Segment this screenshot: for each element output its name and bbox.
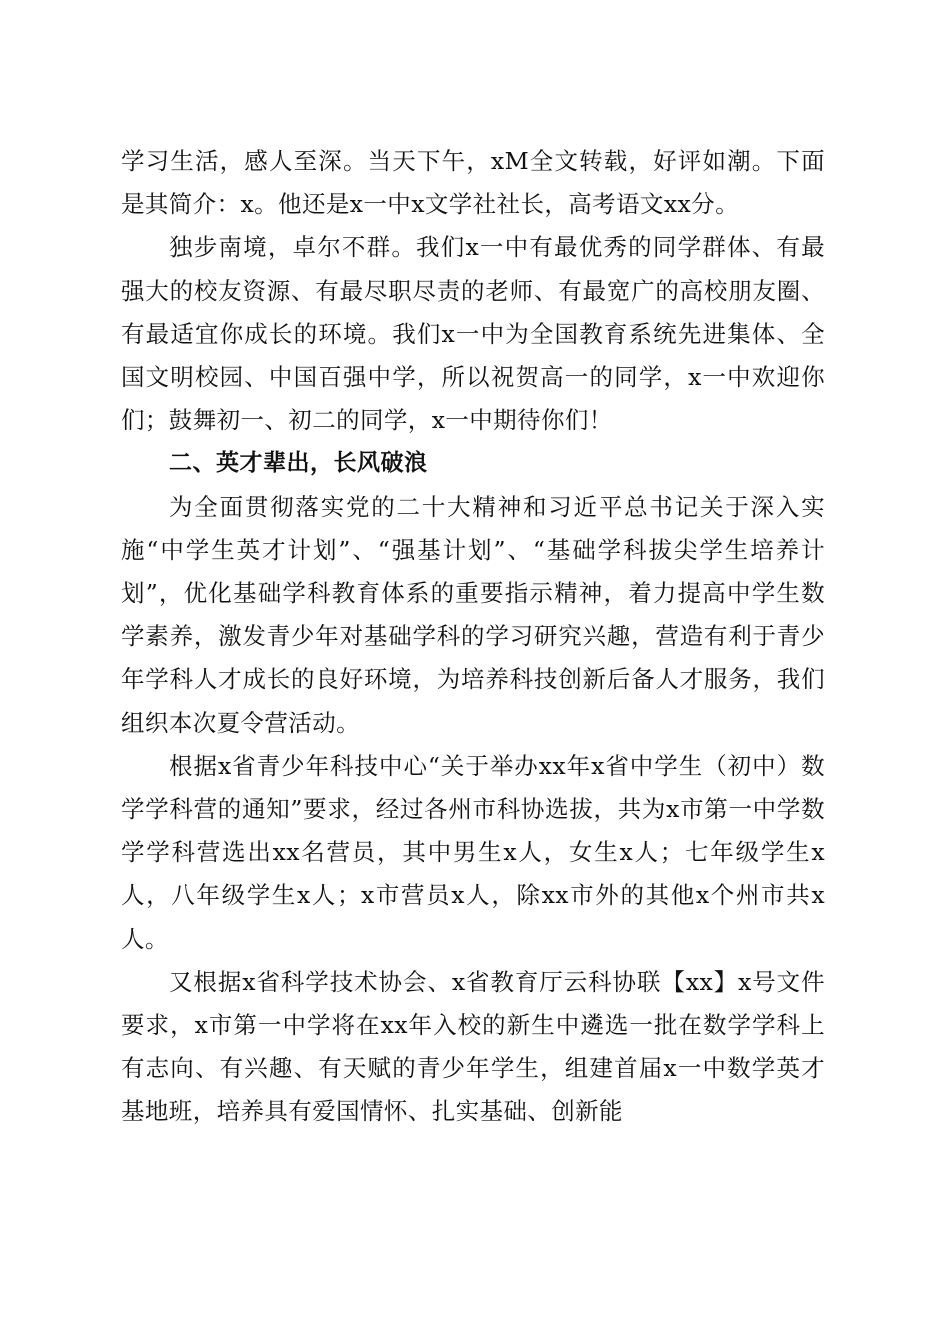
section-heading: 二、英才辈出，长风破浪 [169, 450, 428, 477]
body-paragraph-1: 学习生活，感人至深。当天下午，xM全文转载，好评如潮。下面是其简介：x。他还是x一中x文学社社长，高考语文xx分。 [121, 147, 825, 219]
body-paragraph-3: 为全面贯彻落实党的二十大精神和习近平总书记关于深入实施“中学生英才计划”、“强基计划”、“基础学科拔尖学生培养计划”，优化基础学科教育体系的重要指示精神，着力提高中学生数学素养，激发青少年对基础学科的学习研究兴趣，营造有利于青少年学科人才成长的良好环境，为培养科技创新后备人才服务，我们组织本次夏令营活动。 [121, 492, 825, 737]
body-paragraph-5: 又根据x省科学技术协会、x省教育厅云科协联【xx】x号文件要求，x市第一中学将在xx年入校的新生中遴选一批在数学学科上有志向、有兴趣、有天赋的青少年学生，组建首届x一中数学英才基地班，培养具有爱国情怀、扎实基础、创新能 [121, 967, 825, 1126]
document-page [121, 140, 825, 1134]
body-paragraph-2: 独步南境，卓尔不群。我们x一中有最优秀的同学群体、有最强大的校友资源、有最尽职尽责的老师、有最宽广的高校朋友圈、有最适宜你成长的环境。我们x一中为全国教育系统先进集体、全国文明校园、中国百强中学，所以祝贺高一的同学，x一中欢迎你们；鼓舞初一、初二的同学，x一中期待你们！ [121, 233, 825, 435]
body-paragraph-4: 根据x省青少年科技中心“关于举办xx年x省中学生（初中）数学学科营的通知”要求，经过各州市科协选拔，共为x市第一中学数学学科营选出xx名营员，其中男生x人，女生x人；七年级学生x人，八年级学生x人；x市营员x人，除xx市外的其他x个州市共x人。 [121, 751, 825, 953]
